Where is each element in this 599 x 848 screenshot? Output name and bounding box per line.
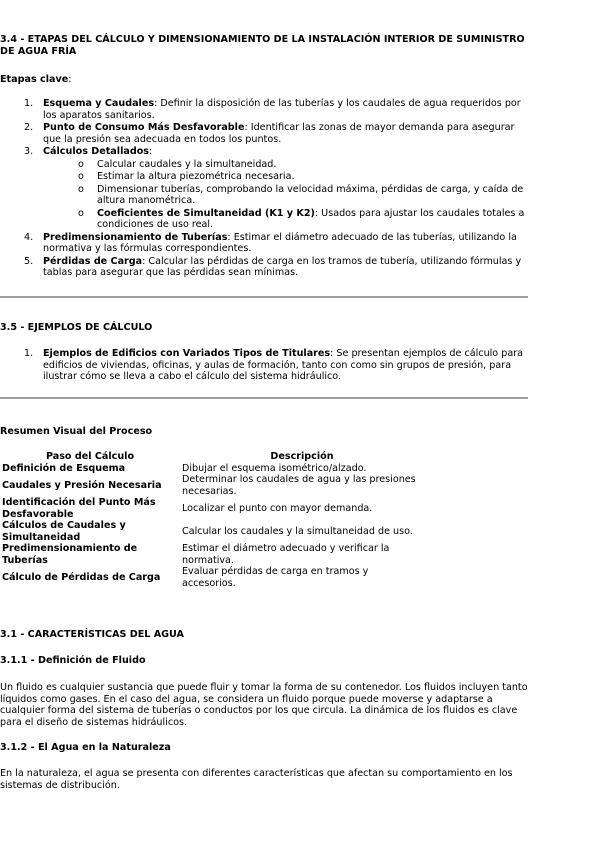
example-item-title: Ejemplos de Edificios con Variados Tipos de Titulares (43, 348, 331, 359)
table-cell-step: Definición de Esquema (2, 462, 126, 474)
water-nature-text: En la naturaleza, el agua se presenta con diferentes características que afectan su comportamiento en los sistemas de distribución. (0, 768, 513, 791)
stage-item-number: 5. (24, 255, 34, 267)
section-3-1 (0, 629, 528, 641)
example-item-number: 1. (24, 348, 34, 359)
table-cell-step: Identificación del Punto Más Desfavorable (2, 497, 156, 520)
stage-subitem (78, 208, 528, 231)
stage-item-title: Cálculos Detallados (43, 146, 149, 157)
stage-subitem-text: Estimar la altura piezométrica necesaria. (97, 171, 295, 182)
stage-item-title: Predimensionamiento de Tuberías (43, 231, 228, 243)
key-stages-label (0, 74, 528, 86)
table-row (0, 497, 424, 520)
section-3-5-title: 3.5 - EJEMPLOS DE CÁLCULO (0, 322, 153, 333)
stage-item (24, 256, 528, 279)
circle-bullet-icon: o (78, 183, 84, 195)
divider-1 (0, 296, 528, 298)
stage-item-title: Punto de Consumo Más Desfavorable (43, 122, 245, 133)
header-step: Paso del Cálculo (45, 451, 135, 462)
examples-list (24, 348, 528, 384)
table-cell-step: Cálculos de Caudales y Simultaneidad (2, 520, 126, 543)
stage-subitem-text: : Usados para ajustar los caudales totales a condiciones de uso real. (97, 207, 525, 230)
stage-item-title: Pérdidas de Carga (43, 255, 143, 267)
circle-bullet-icon: o (78, 158, 84, 170)
fluid-definition (0, 682, 528, 728)
section-3-5 (0, 322, 528, 334)
stage-subitem-title: Coeficientes de Simultaneidad (K1 y K2) (97, 207, 315, 219)
stage-item-number: 4. (24, 231, 34, 243)
stage-item-text: : Calcular las pérdidas de carga en los tramos de tubería, utilizando fórmulas y tablas para asegurar que las pérdidas sean mínimas. (43, 255, 522, 278)
stage-item-number: 1. (24, 98, 34, 109)
water-nature (0, 768, 528, 791)
summary-table-wrap (0, 451, 528, 589)
section-3-1-1 (0, 655, 528, 667)
table-row (0, 474, 424, 497)
table-cell-step: Caudales y Presión Necesaria (2, 479, 162, 491)
key-stages-colon: : (68, 74, 72, 85)
stage-item-number: 3. (24, 146, 34, 157)
table-row (0, 543, 424, 566)
stages-items (24, 98, 528, 279)
stage-item-text: : Identificar las zonas de mayor demanda para asegurar que la presión sea adecuada en todos los puntos. (43, 122, 515, 145)
table-cell-description: Dibujar el esquema isométrico/alzado. (182, 462, 367, 474)
circle-bullet-icon: o (78, 207, 84, 219)
section-3-1-2-title: 3.1.2 - El Agua en la Naturaleza (0, 742, 171, 753)
example-item (24, 348, 528, 383)
example-item-text: : Se presentan ejemplos de cálculo para edificios de viviendas, oficinas, y aulas de formación, tanto con como sin grupos de presión, para ilustrar cómo se lleva a cabo el cálculo del sistema hidráulico. (43, 348, 524, 382)
stage-item (24, 98, 528, 121)
summary-title-text: Resumen Visual del Proceso (0, 426, 153, 437)
stage-subitem (78, 171, 528, 183)
stage-item (24, 232, 528, 255)
table-cell-step: Cálculo de Pérdidas de Carga (2, 571, 161, 583)
stage-item-text: : (149, 146, 153, 157)
table-cell-description: Estimar el diámetro adecuado y verificar la normativa. (182, 543, 390, 566)
stage-subitem (78, 184, 528, 207)
stage-item-text: : Estimar el diámetro adecuado de las tuberías, utilizando la normativa y las fórmulas correspondientes. (43, 231, 517, 254)
section-3-1-title: 3.1 - CARACTERÍSTICAS DEL AGUA (0, 629, 184, 640)
summary-table (0, 451, 424, 589)
table-row (0, 566, 424, 589)
section-3-4 (0, 34, 528, 58)
summary-table-header (0, 451, 424, 463)
table-cell-description: Evaluar pérdidas de carga en tramos y accesorios. (182, 566, 369, 589)
stage-item-number: 2. (24, 122, 34, 133)
section-3-1-1-title: 3.1.1 - Definición de Fluido (0, 655, 146, 666)
table-cell-description: Calcular los caudales y la simultaneidad de uso. (182, 525, 413, 537)
stage-item-title: Esquema y Caudales (43, 98, 155, 109)
fluid-definition-text: Un fluido es cualquier sustancia que puede fluir y tomar la forma de su contenedor. Los fluidos incluyen tanto líquidos como gases. En el caso del agua, se considera un fluido porque puede moverse y adaptarse a cualquier forma del sistema de tuberías o conductos por los que circula. La dinámica de los fluidos es clave para el diseño de sistemas hidráulicos. (0, 682, 528, 728)
header-description: Descripción (270, 451, 334, 462)
summary-title (0, 426, 528, 438)
stage-item (24, 146, 528, 158)
table-cell-step: Predimensionamiento de Tuberías (2, 543, 138, 566)
divider-2 (0, 397, 528, 399)
key-stages-label-text: Etapas clave (0, 74, 69, 85)
stage-item (24, 122, 528, 145)
section-3-4-title: 3.4 - ETAPAS DEL CÁLCULO Y DIMENSIONAMIENTO DE LA INSTALACIÓN INTERIOR DE SUMINISTRO DE AGUA FRÍA (0, 34, 525, 57)
examples-items (24, 348, 528, 383)
table-row (0, 520, 424, 543)
stage-subitem-text: Dimensionar tuberías, comprobando la velocidad máxima, pérdidas de carga, y caída de altura manométrica. (97, 183, 524, 206)
summary-table-body (0, 463, 424, 590)
stage-sublist (24, 159, 528, 231)
circle-bullet-icon: o (78, 171, 84, 182)
table-row (0, 463, 424, 475)
stage-item-text: : Definir la disposición de las tuberías y los caudales de agua requeridos por los aparatos sanitarios. (43, 98, 521, 121)
table-cell-description: Localizar el punto con mayor demanda. (182, 502, 373, 514)
table-cell-description: Determinar los caudales de agua y las presiones necesarias. (182, 474, 416, 497)
stage-subitem (78, 159, 528, 171)
section-3-1-2 (0, 742, 528, 754)
stage-subitem-text: Calcular caudales y la simultaneidad. (97, 158, 277, 170)
stages-list (24, 98, 528, 280)
